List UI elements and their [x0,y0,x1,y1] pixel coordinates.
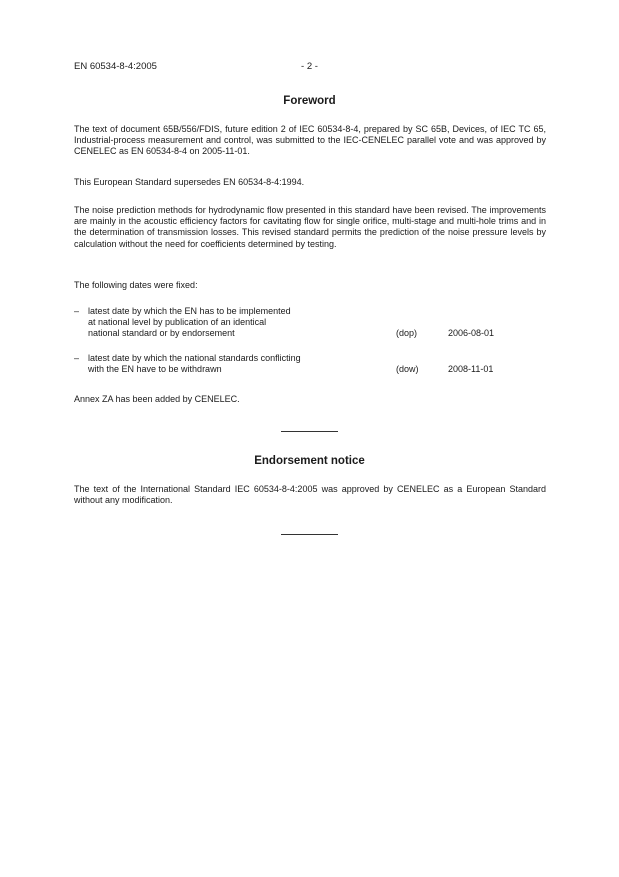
date-item-description [88,306,348,340]
date-item-line: national standard or by endorsement [88,328,235,339]
date-item-line: latest date by which the national standards conflicting [88,353,301,363]
date-item-abbr: (dop) [396,328,418,339]
header-doc-id: EN 60534-8-4:2005 [74,61,157,72]
section-divider [281,534,338,535]
date-item-line: latest date by which the EN has to be implemented [88,306,291,316]
date-item-line: with the EN have to be withdrawn [88,364,222,375]
foreword-paragraph-4: The following dates were fixed: [74,280,198,290]
foreword-title: Foreword [283,95,336,107]
date-item-dop [74,306,546,342]
date-item-date: 2008-11-01 [448,364,494,375]
foreword-paragraph-1: The text of document 65B/556/FDIS, future edition 2 of IEC 60534-8-4, prepared by SC 65B, Devices, of IEC TC 65, Industrial-process measurement and control, was submitted to the IEC-CENELEC parallel vote and was approved by CENELEC as EN 60534-8-4 on 2005-11-01. [74,124,546,157]
foreword-paragraph-2: This European Standard supersedes EN 60534-8-4:1994. [74,177,305,187]
section-divider [281,431,338,432]
date-item-dow [74,353,546,377]
list-dash: – [74,306,80,316]
endorsement-title: Endorsement notice [254,455,365,467]
date-item-line: at national level by publication of an identical [88,317,267,328]
date-item-abbr: (dow) [396,364,419,375]
header-page-number: - 2 - [301,61,318,72]
date-item-description [88,353,348,375]
foreword-paragraph-5: Annex ZA has been added by CENELEC. [74,394,240,404]
list-dash: – [74,353,80,363]
date-item-date: 2006-08-01 [448,328,495,339]
endorsement-paragraph: The text of the International Standard IEC 60534-8-4:2005 was approved by CENELEC as a European Standard without any modification. [74,484,546,506]
foreword-paragraph-3: The noise prediction methods for hydrodynamic flow presented in this standard have been revised. The improvements are mainly in the acoustic efficiency factors for cavitating flow for single orifice, multi-stage and multi-hole trims and in the determination of transmission losses. This revised standard permits the prediction of the noise pressure levels by calculation without the need for coefficients determined by testing. [74,205,546,249]
